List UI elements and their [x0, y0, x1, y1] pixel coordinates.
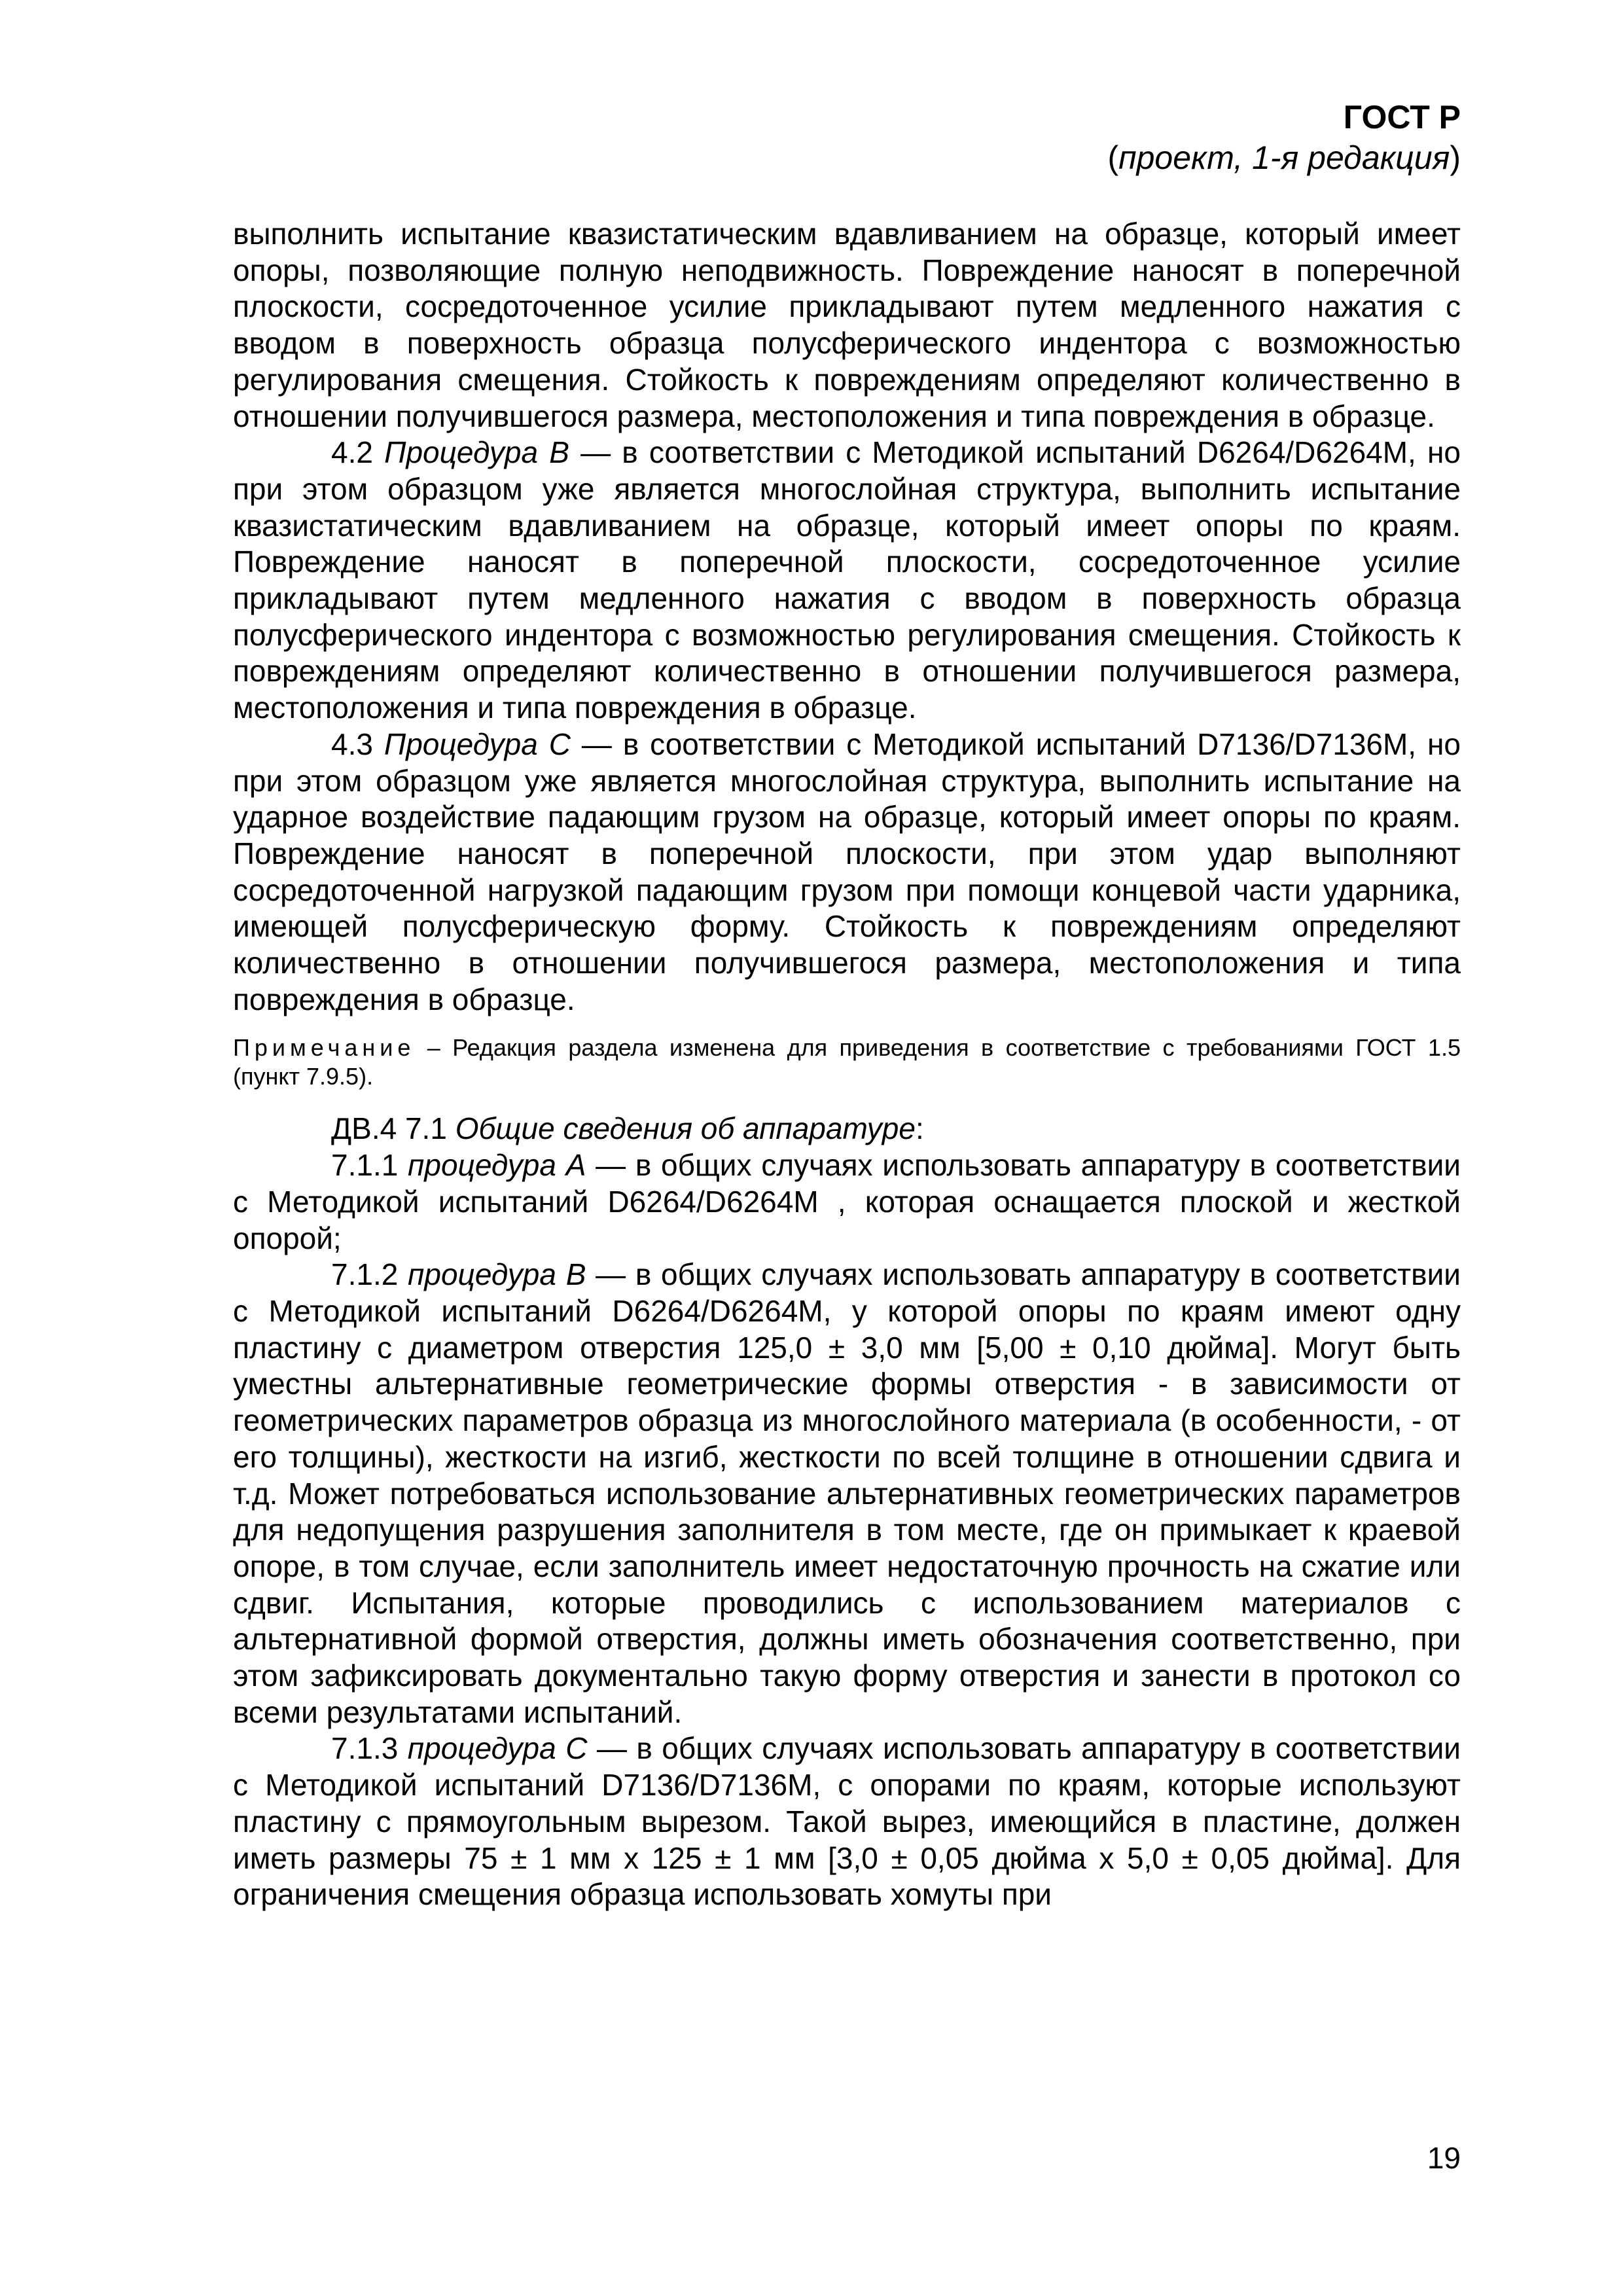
clause-suffix: : — [915, 1111, 924, 1146]
note-text: – Редакция раздела изменена для приведения в соответствие с требованиями ГОСТ 1.5 (пункт 7.9.5). — [233, 1034, 1461, 1090]
standard-title: ГОСТ Р — [1343, 99, 1461, 135]
note-paragraph — [233, 1033, 1461, 1091]
paragraph-7-1-1 — [233, 1147, 1461, 1257]
paragraph-4-3 — [233, 726, 1461, 1018]
clause-number: 4.2 — [331, 435, 385, 470]
paragraph-dv4-7-1 — [233, 1111, 1461, 1147]
clause-title: процедура А — [408, 1148, 586, 1183]
paragraph-4-2 — [233, 435, 1461, 726]
paragraph-7-1-3 — [233, 1731, 1461, 1913]
clause-title: процедура С — [407, 1731, 588, 1766]
draft-edition-text: проект, 1-я редакция — [1118, 139, 1450, 176]
clause-number: 7.1.3 — [331, 1731, 408, 1766]
clause-number: 7.1.2 — [331, 1257, 408, 1292]
clause-title: процедура В — [408, 1257, 586, 1292]
note-label: Примечание — [233, 1034, 416, 1062]
draft-edition-label — [1107, 137, 1461, 178]
clause-title: Процедура В — [384, 435, 569, 470]
clause-number: ДВ.4 7.1 — [331, 1111, 455, 1146]
clause-text: — в соответствии с Методикой испытаний D6264/D6264M, но при этом образцом уже является многослойная структура, выполнить испытание квазистатическим вдавливанием на образце, который имеет опоры по краям. Повреждение наносят в поперечной плоскости, сосредоточенное усилие прикладывают путем медленного нажатия с вводом в поверхность образца полусферического индентора с возможностью регулирования смещения. Стойкость к повреждениям определяют количественно в отношении получившегося размера, местоположения и типа повреждения в образце. — [233, 435, 1461, 725]
clause-title: Общие сведения об аппаратуре — [455, 1111, 916, 1146]
clause-number: 7.1.1 — [331, 1148, 408, 1183]
paragraph-intro: выполнить испытание квазистатическим вдавливанием на образце, который имеет опоры, позволяющие полную неподвижность. Повреждение наносят в поперечной плоскости, сосредоточенное усилие прикладывают путем медленного нажатия с вводом в поверхность образца полусферического индентора с возможностью регулирования смещения. Стойкость к повреждениям определяют количественно в отношении получившегося размера, местоположения и типа повреждения в образце. — [233, 217, 1461, 433]
page-number: 19 — [1427, 2141, 1461, 2175]
clause-title: Процедура С — [383, 726, 571, 761]
draft-paren-close: ) — [1450, 139, 1461, 176]
clause-text: — в общих случаях использовать аппаратуру в соответствии с Методикой испытаний D6264/D6264M, у которой опоры по краям имеют одну пластину с диаметром отверстия 125,0 ± 3,0 мм [5,00 ± 0,10 дюйма]. Могут быть уместны альтернативные геометрические формы отверстия - в зависимости от геометрических параметров образца из многослойного материала (в особенности, - от его толщины), жесткости на изгиб, жесткости по всей толщине в отношении сдвига и т.д. Может потребоваться использование альтернативных геометрических параметров для недопущения разрушения заполнителя в том месте, где он примыкает к краевой опоре, в том случае, если заполнитель имеет недостаточную прочность на сжатие или сдвиг. Испытания, которые проводились с использованием материалов с альтернативной формой отверстия, должны иметь обозначения соответственно, при этом зафиксировать документально такую форму отверстия и занести в протокол со всеми результатами испытаний. — [233, 1257, 1461, 1729]
document-body — [233, 216, 1461, 1913]
clause-text: — в соответствии с Методикой испытаний D7136/D7136M, но при этом образцом уже является многослойная структура, выполнить испытание на ударное воздействие падающим грузом на образце, который имеет опоры по краям. Повреждение наносят в поперечной плоскости, при этом удар выполняют сосредоточенной нагрузкой падающим грузом при помощи концевой части ударника, имеющей полусферическую форму. Стойкость к повреждениям определяют количественно в отношении получившегося размера, местоположения и типа повреждения в образце. — [233, 726, 1461, 1016]
document-header — [1107, 97, 1461, 178]
clause-number: 4.3 — [331, 726, 384, 761]
draft-paren-open: ( — [1107, 139, 1119, 176]
paragraph-7-1-2 — [233, 1257, 1461, 1731]
clause-text: — в общих случаях использовать аппаратуру в соответствии с Методикой испытаний D6264/D6264M , которая оснащается плоской и жесткой опорой; — [233, 1148, 1461, 1255]
clause-text: — в общих случаях использовать аппаратуру в соответствии с Методикой испытаний D7136/D7136M, с опорами по краям, которые используют пластину с прямоугольным вырезом. Такой вырез, имеющийся в пластине, должен иметь размеры 75 ± 1 мм х 125 ± 1 мм [3,0 ± 0,05 дюйма х 5,0 ± 0,05 дюйма]. Для ограничения смещения образца использовать хомуты при — [233, 1731, 1461, 1912]
